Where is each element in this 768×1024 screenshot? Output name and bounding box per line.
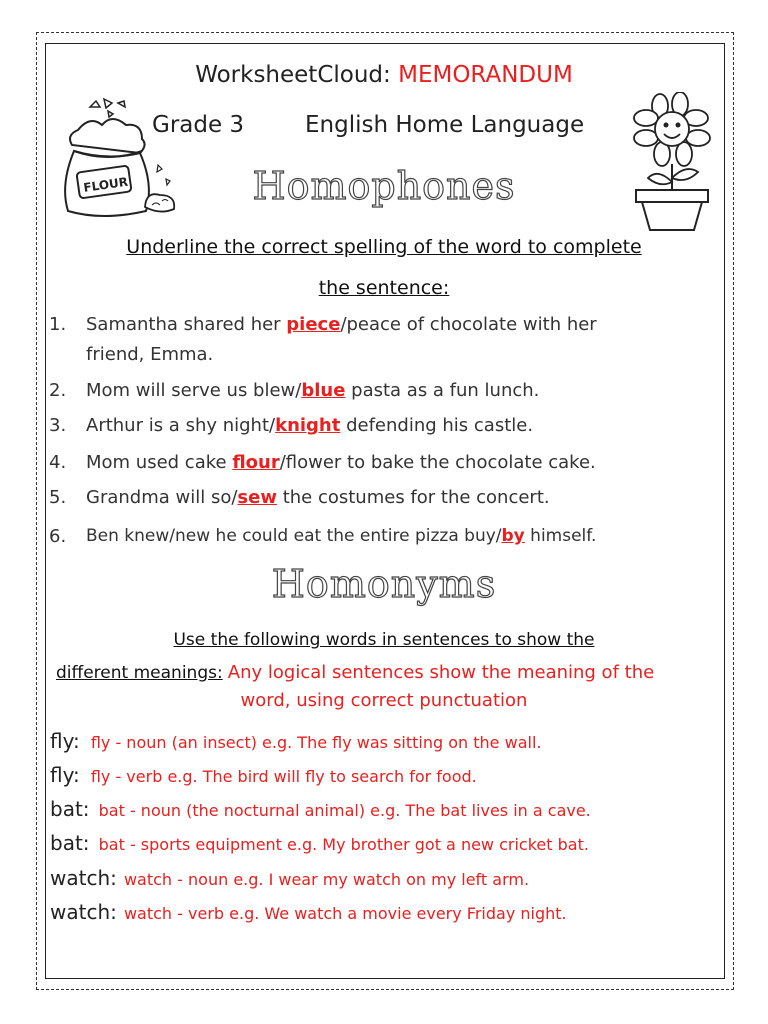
list-item <box>50 763 477 787</box>
homonym-word: watch: <box>50 900 117 924</box>
answer-word: by <box>501 526 525 546</box>
homonym-answer: bat - sports equipment e.g. My brother got a new cricket bat. <box>98 835 589 854</box>
homonym-word: watch: <box>50 866 117 890</box>
answer-word: sew <box>237 487 277 508</box>
list-item <box>50 866 529 890</box>
homonyms-title: Homonyms <box>271 562 497 606</box>
homonyms-instruction-line1: Use the following words in sentences to show the <box>173 630 595 650</box>
list-item <box>50 831 589 855</box>
memorandum-label: MEMORANDUM <box>398 62 573 88</box>
homonym-word: bat: <box>50 831 90 855</box>
answer-word: blue <box>301 380 346 401</box>
worksheet-header <box>0 62 768 88</box>
flour-bag-label: FLOUR <box>82 174 129 195</box>
homonym-answer: watch - verb e.g. We watch a movie every Friday night. <box>123 904 567 923</box>
homonym-word: fly: <box>50 729 80 753</box>
homonym-word: fly: <box>50 763 80 787</box>
homonym-answer: fly - verb e.g. The bird will fly to search for food. <box>90 767 477 786</box>
homonym-answer: bat - noun (the nocturnal animal) e.g. The bat lives in a cave. <box>98 801 591 820</box>
homonyms-instruction-line2 <box>56 662 654 683</box>
homophones-instruction-line1: Underline the correct spelling of the word to complete <box>126 236 642 258</box>
site-name: WorksheetCloud: <box>195 62 391 88</box>
list-item <box>50 729 541 753</box>
grade-label: Grade 3 <box>152 112 245 138</box>
homonym-answer: fly - noun (an insect) e.g. The fly was sitting on the wall. <box>90 733 542 752</box>
list-item <box>50 900 567 924</box>
answer-word: piece <box>286 314 341 335</box>
homonym-answer: watch - noun e.g. I wear my watch on my left arm. <box>123 870 530 889</box>
marking-note-line2: word, using correct punctuation <box>240 690 528 711</box>
list-item <box>50 797 591 821</box>
subject-label: English Home Language <box>305 112 585 138</box>
homonym-word: bat: <box>50 797 90 821</box>
answer-word: knight <box>275 415 341 436</box>
flower-pot-icon <box>622 92 722 232</box>
homophones-title: Homophones <box>252 164 516 208</box>
different-meanings-label: different meanings: <box>56 663 223 683</box>
marking-note: Any logical sentences show the meaning of the <box>227 662 655 683</box>
homophones-instruction-line2: the sentence: <box>318 277 450 299</box>
answer-word: flour <box>232 452 280 473</box>
